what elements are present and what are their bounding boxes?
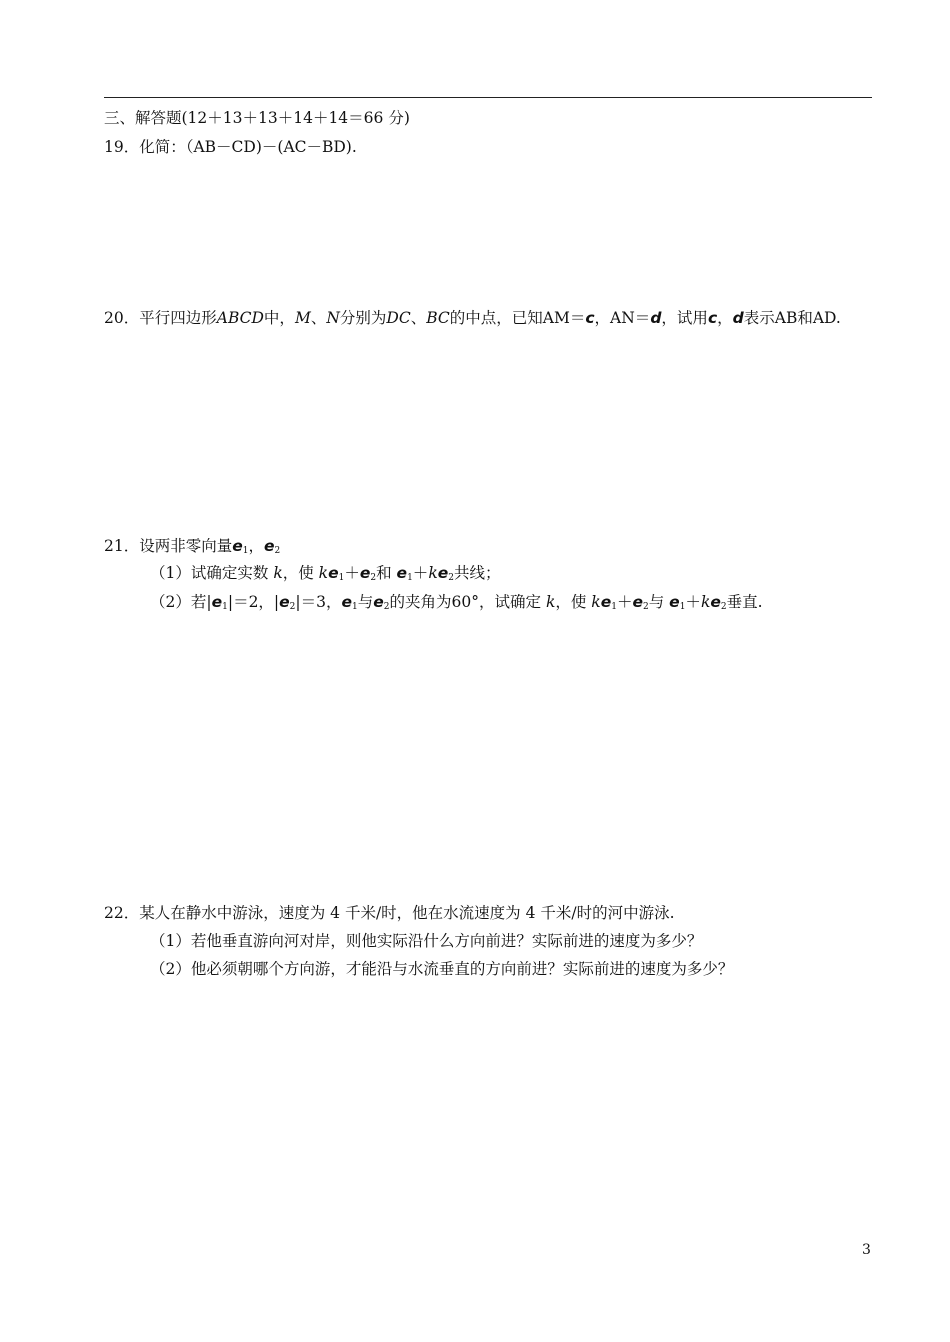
header-rule (104, 97, 872, 98)
question-20: 20．平行四边形ABCD中，M、N分别为DC、BC的中点，已知AM＝c，AN＝d，试用c，d表示AB和AD. (104, 309, 841, 327)
question-21-part-2: （2）若$|e_1|=2$，$|e_2|=3$，$e_1$与$e_2$的夹角为60°，试确定 k，使 $ke_1+e_2$与 $e_1+ke_2$垂直. (150, 593, 763, 612)
question-22-part-2: （2）他必须朝哪个方向游，才能沿与水流垂直的方向前进？实际前进的速度为多少？ (150, 960, 734, 978)
question-22-part-1: （1）若他垂直游向河对岸，则他实际沿什么方向前进？实际前进的速度为多少？ (150, 932, 703, 950)
section-title: 三、解答题(12＋13＋13＋14＋14＝66 分) (104, 109, 410, 127)
question-19: 19．化简：（AB－CD)－(AC－BD). (104, 138, 357, 156)
question-21: 21．设两非零向量$e_1$，$e_2$ (104, 537, 281, 556)
question-21-part-1: （1）试确定实数 k，使 $ke_1+e_2$和 $e_1+ke_2$共线； (150, 564, 501, 583)
page-number: 3 (862, 1242, 871, 1258)
question-22: 22．某人在静水中游泳，速度为 4 千米/时，他在水流速度为 4 千米/时的河中游泳. (104, 904, 675, 922)
